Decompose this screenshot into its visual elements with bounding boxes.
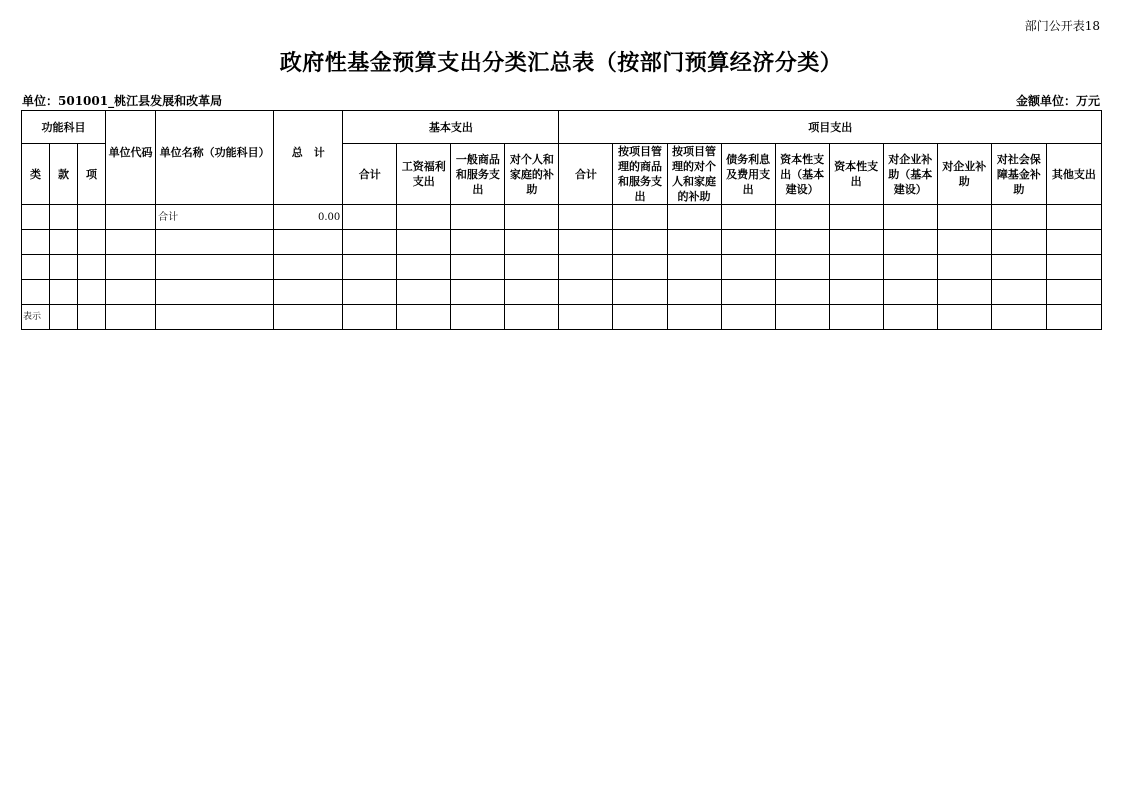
header-kuan: 款 — [50, 144, 78, 205]
header-basic-salary: 工资福利支出 — [397, 144, 451, 205]
row-unit-name: 合计 — [156, 205, 274, 230]
header-project-capital: 资本性支出 — [829, 144, 883, 205]
header-lei: 类 — [22, 144, 50, 205]
row-unit-name — [156, 305, 274, 330]
table-row — [22, 205, 1102, 230]
header-project-capital-construction: 资本性支出（基本建设） — [775, 144, 829, 205]
unit-label: 单位：501001_桃江县发展和改革局 — [22, 94, 223, 108]
row-total — [274, 305, 343, 330]
header-total: 总 计 — [274, 111, 343, 205]
header-project-social-security: 对社会保障基金补助 — [991, 144, 1046, 205]
header-basic-expense: 基本支出 — [343, 111, 559, 144]
header-project-goods: 按项目管理的商品和服务支出 — [613, 144, 667, 205]
header-unit-name: 单位名称（功能科目） — [156, 111, 274, 205]
row-total — [274, 230, 343, 255]
header-project-other: 其他支出 — [1046, 144, 1101, 205]
row-total — [274, 255, 343, 280]
header-project-subsidy: 按项目管理的对个人和家庭的补助 — [667, 144, 721, 205]
row-total — [274, 280, 343, 305]
row-unit-name — [156, 280, 274, 305]
header-project-expense: 项目支出 — [559, 111, 1102, 144]
header-basic-goods: 一般商品和服务支出 — [451, 144, 505, 205]
header-basic-total: 合计 — [343, 144, 397, 205]
row-unit-name — [156, 230, 274, 255]
header-basic-subsidy: 对个人和家庭的补助 — [505, 144, 559, 205]
table-row — [22, 255, 1102, 280]
header-project-debt: 债务利息及费用支出 — [721, 144, 775, 205]
amount-unit-label: 金额单位：万元 — [1015, 94, 1100, 108]
header-func-subject: 功能科目 — [22, 111, 106, 144]
page-title: 政府性基金预算支出分类汇总表（按部门预算经济分类） — [279, 50, 843, 76]
header-project-total: 合计 — [559, 144, 613, 205]
table-row — [22, 305, 1102, 330]
header-xiang: 项 — [78, 144, 106, 205]
header-project-enterprise: 对企业补助 — [937, 144, 991, 205]
row-lei-note: 表示 — [23, 312, 42, 322]
form-number: 部门公开表18 — [1024, 19, 1100, 33]
row-total: 0.00 — [274, 205, 343, 230]
row-unit-name — [156, 255, 274, 280]
header-unit-code: 单位代码 — [106, 111, 156, 205]
table-row — [22, 280, 1102, 305]
table-row — [22, 230, 1102, 255]
header-project-enterprise-construction: 对企业补助（基本建设） — [883, 144, 937, 205]
budget-table — [21, 110, 1102, 330]
